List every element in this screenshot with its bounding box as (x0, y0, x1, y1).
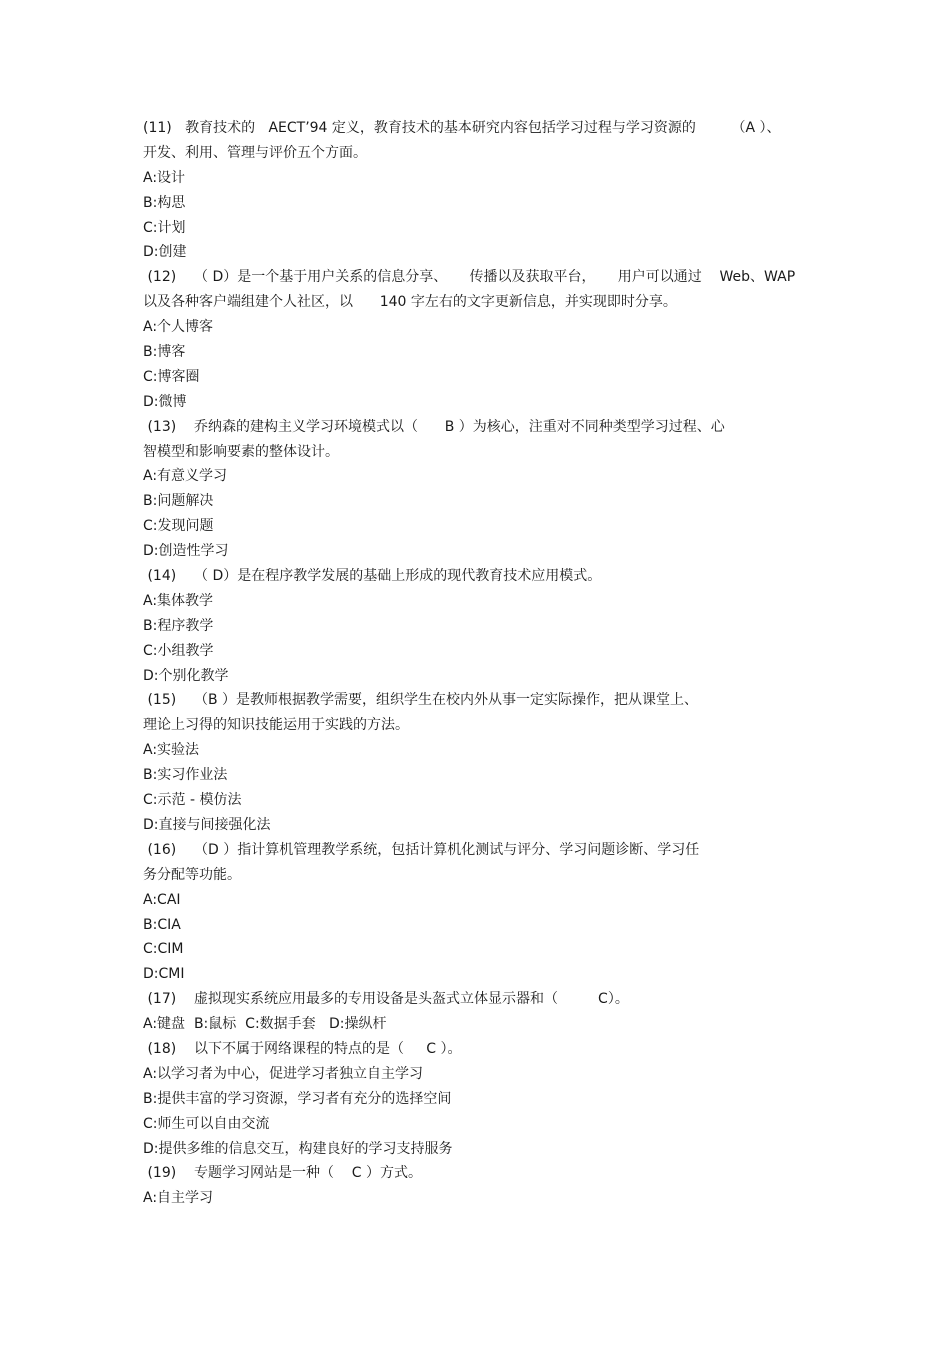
question-stem-line: (19) 专题学习网站是一种（ C ）方式。 (143, 1165, 423, 1182)
answer-option: A:CAI (143, 891, 181, 908)
question-stem-line: (11) 教育技术的 AECT’94 定义，教育技术的基本研究内容包括学习过程与学习资源的 （A ）、 (143, 120, 781, 136)
question-block (143, 1161, 833, 1211)
question-block (143, 116, 833, 265)
question-stem-line: (16) （D ）指计算机管理教学系统，包括计算机化测试与评分、学习问题诊断、学习任 (143, 841, 700, 858)
answer-option: B:问题解决 (143, 493, 214, 510)
answer-option: D:创造性学习 (143, 543, 229, 560)
answer-option: C:CIM (143, 941, 184, 958)
answer-option: D:微博 (143, 393, 187, 410)
answer-option: C:发现问题 (143, 518, 214, 535)
question-block (143, 415, 833, 564)
answer-option: A:键盘 B:鼠标 C:数据手套 D:操纵杆 (143, 1016, 387, 1033)
question-stem-line: (18) 以下不属于网络课程的特点的是（ C ）。 (143, 1040, 462, 1057)
answer-option: A:有意义学习 (143, 468, 228, 485)
question-block (143, 838, 833, 987)
answer-option: D:直接与间接强化法 (143, 816, 271, 833)
answer-option: B:程序教学 (143, 617, 214, 634)
question-stem-line: 务分配等功能。 (143, 866, 241, 883)
answer-option: A:集体教学 (143, 592, 214, 609)
question-stem-line: (17) 虚拟现实系统应用最多的专用设备是头盔式立体显示器和（ C）。 (143, 991, 629, 1008)
answer-option: C:计划 (143, 219, 186, 236)
question-block (143, 564, 833, 688)
question-list (143, 116, 833, 1211)
answer-option: D:提供多维的信息交互，构建良好的学习支持服务 (143, 1140, 453, 1157)
answer-option: A:设计 (143, 169, 186, 186)
answer-option: C:博客圈 (143, 368, 200, 385)
answer-option: A:个人博客 (143, 319, 214, 336)
answer-option: A:自主学习 (143, 1190, 214, 1207)
question-block (143, 1037, 833, 1161)
question-stem-line: 开发、利用、管理与评价五个方面。 (143, 144, 367, 161)
answer-option: A:以学习者为中心，促进学习者独立自主学习 (143, 1065, 424, 1082)
answer-option: C:小组教学 (143, 642, 214, 659)
question-block (143, 987, 833, 1037)
answer-option: B:构思 (143, 194, 186, 211)
answer-option: B:CIA (143, 916, 181, 933)
answer-option: D:CMI (143, 966, 185, 983)
question-stem-line: (12) （ D）是一个基于用户关系的信息分享、 传播以及获取平台， 用户可以通过 Web、WAP (143, 269, 796, 286)
answer-option: D:个别化教学 (143, 667, 229, 684)
answer-option: B:实习作业法 (143, 767, 228, 784)
question-stem-line: 理论上习得的知识技能运用于实践的方法。 (143, 717, 409, 734)
answer-option: C:示范 - 模仿法 (143, 792, 242, 809)
answer-option: B:博客 (143, 344, 186, 361)
question-stem-line: (15) （B ）是教师根据教学需要，组织学生在校内外从事一定实际操作，把从课堂上、 (143, 692, 699, 709)
question-block (143, 265, 833, 414)
question-stem-line: (13) 乔纳森的建构主义学习环境模式以（ B ）为核心，注重对不同种类型学习过程、心 (143, 418, 725, 435)
answer-option: D:创建 (143, 244, 187, 261)
question-stem-line: 以及各种客户端组建个人社区，以 140 字左右的文字更新信息，并实现即时分享。 (143, 294, 677, 311)
answer-option: A:实验法 (143, 742, 200, 759)
answer-option: C:师生可以自由交流 (143, 1115, 270, 1132)
question-stem-line: (14) （ D）是在程序教学发展的基础上形成的现代教育技术应用模式。 (143, 568, 602, 585)
question-stem-line: 智模型和影响要素的整体设计。 (143, 443, 339, 460)
answer-option: B:提供丰富的学习资源，学习者有充分的选择空间 (143, 1090, 452, 1107)
question-block (143, 688, 833, 837)
